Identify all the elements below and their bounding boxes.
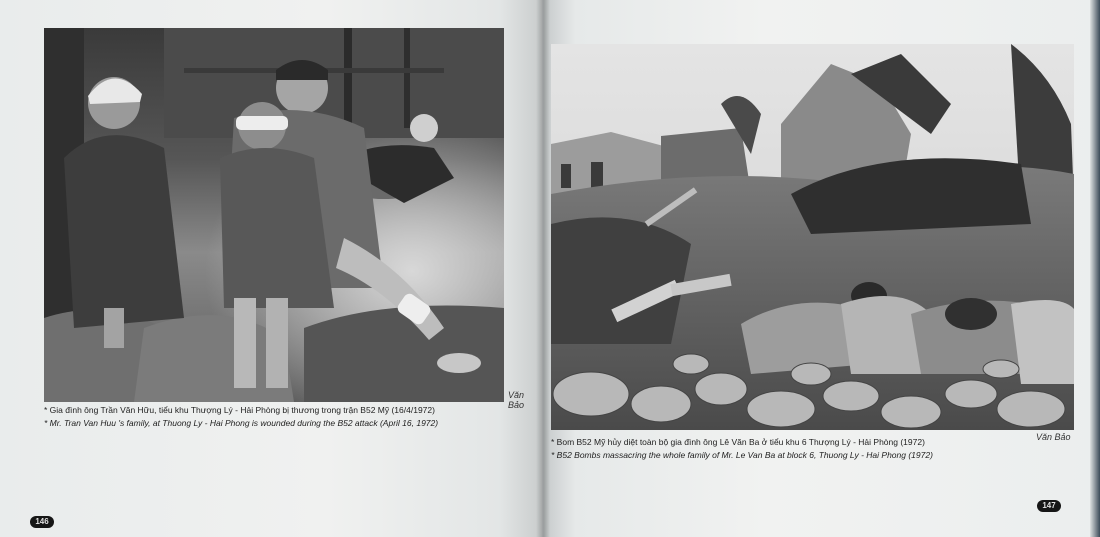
photo-destroyed-houses: [551, 44, 1074, 430]
page-edge: [1090, 0, 1100, 537]
photo-credit-right: Văn Bảo: [1036, 432, 1071, 442]
photo-destroyed-houses-image: [551, 44, 1074, 430]
page-number-left: 146: [30, 516, 54, 528]
photo-credit-left: Văn Bảo: [508, 390, 525, 410]
left-page: [0, 0, 542, 537]
caption-left: [44, 404, 438, 430]
caption-left-vietnamese: * Gia đình ông Trần Văn Hữu, tiểu khu Thượng Lý - Hải Phòng bị thương trong trận B52 Mỹ (16/4/1972): [44, 405, 435, 415]
caption-right: [551, 436, 933, 462]
photo-wounded-family: [44, 28, 504, 402]
caption-right-english: * B52 Bombs massacring the whole family of Mr. Le Van Ba at block 6, Thuong Ly - Hai Phong (1972): [551, 450, 933, 460]
photo-wounded-family-image: [44, 28, 504, 402]
page-number-right: 147: [1037, 500, 1061, 512]
book-gutter: [536, 0, 550, 537]
caption-left-english: * Mr. Tran Van Huu 's family, at Thuong Ly - Hai Phong is wounded during the B52 attack (April 16, 1972): [44, 418, 439, 428]
caption-right-vietnamese: * Bom B52 Mỹ hủy diệt toàn bộ gia đình ông Lê Văn Ba ở tiểu khu 6 Thượng Lý - Hải Phòng (1972): [551, 437, 925, 447]
